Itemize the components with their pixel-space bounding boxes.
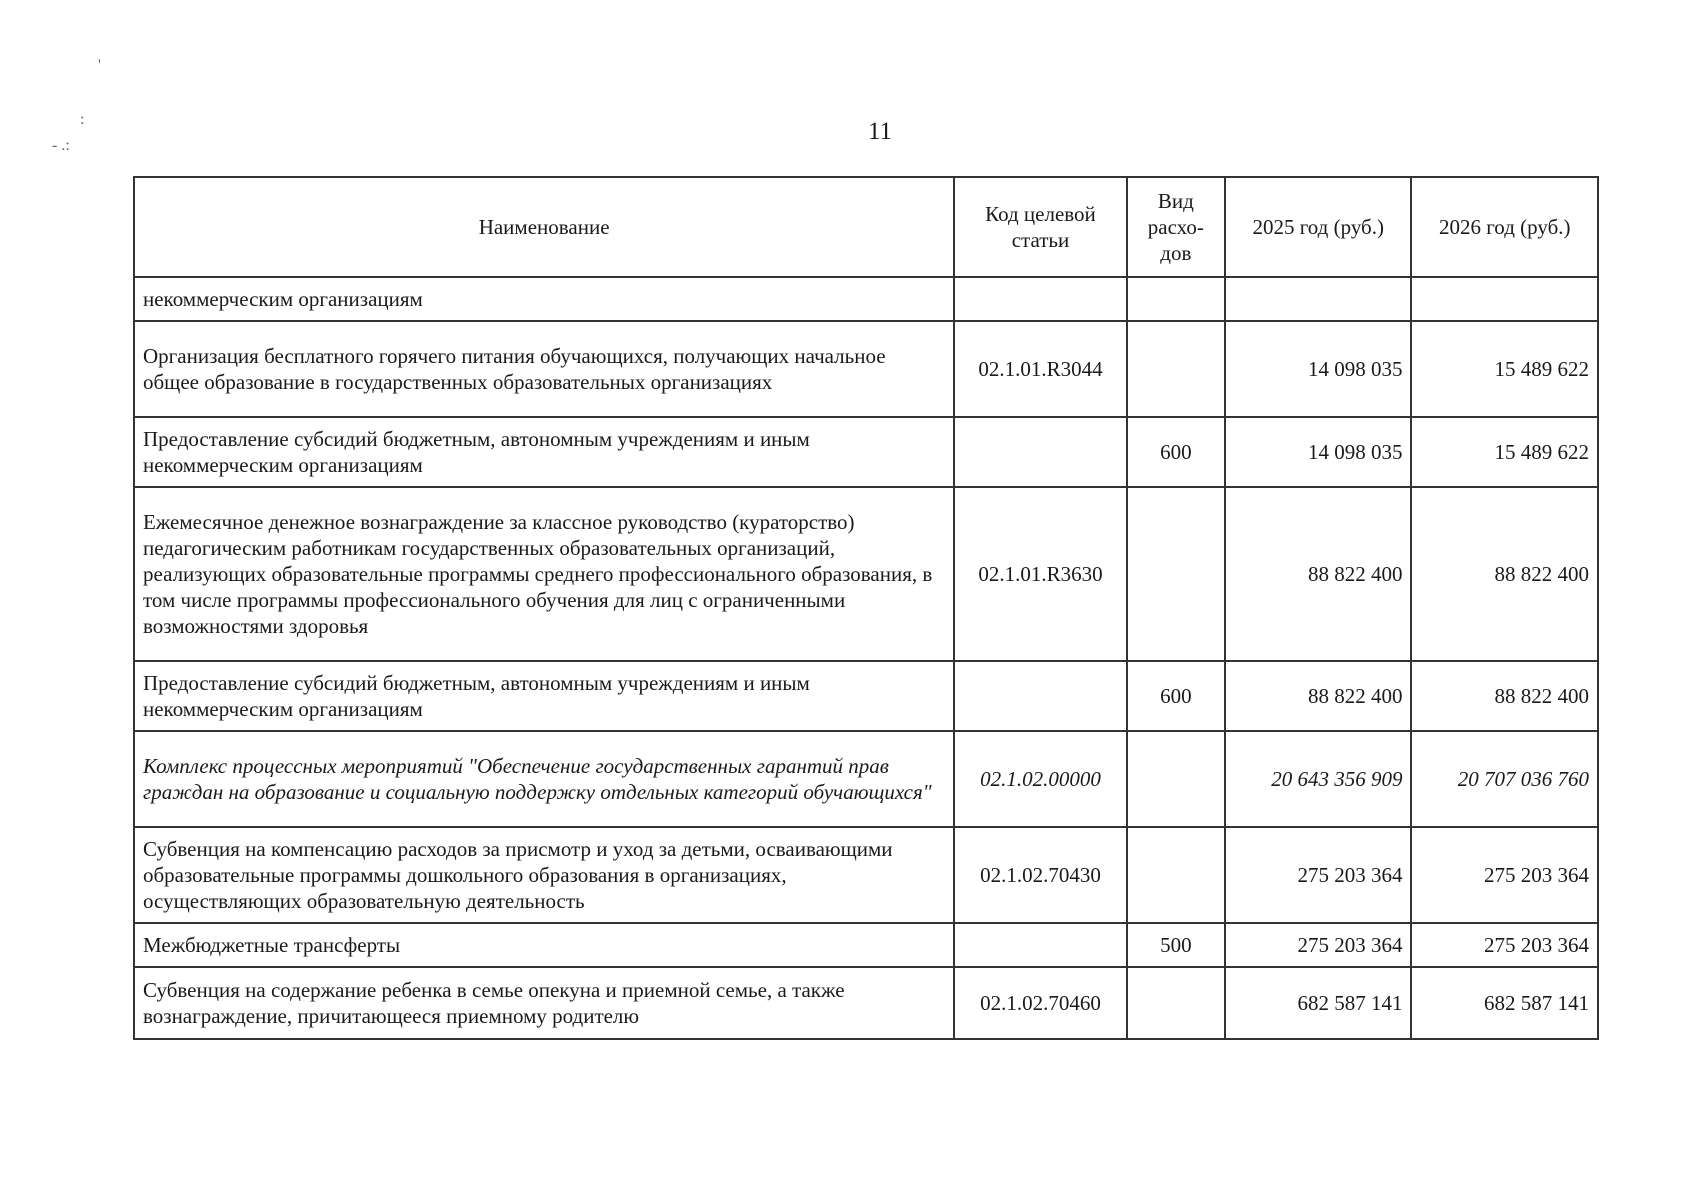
cell-2026: 88 822 400	[1411, 661, 1598, 731]
cell-name: Комплекс процессных мероприятий "Обеспечение государственных гарантий прав граждан на образование и социальную поддержку отдельных категорий обучающихся"	[134, 731, 954, 827]
cell-2025: 88 822 400	[1225, 487, 1412, 661]
cell-code	[954, 417, 1126, 487]
table-row	[134, 923, 1598, 967]
cell-2026: 275 203 364	[1411, 827, 1598, 923]
cell-2025	[1225, 277, 1412, 321]
cell-2026: 275 203 364	[1411, 923, 1598, 967]
table-row	[134, 417, 1598, 487]
table-row	[134, 731, 1598, 827]
cell-code: 02.1.02.00000	[954, 731, 1126, 827]
table-row	[134, 321, 1598, 417]
cell-2025: 682 587 141	[1225, 967, 1412, 1039]
cell-code	[954, 277, 1126, 321]
cell-kind	[1127, 827, 1225, 923]
table-row	[134, 277, 1598, 321]
header-kind: Вид расхо-дов	[1127, 177, 1225, 277]
header-2025: 2025 год (руб.)	[1225, 177, 1412, 277]
scan-speck: '	[98, 57, 101, 74]
table-row	[134, 487, 1598, 661]
cell-2025: 14 098 035	[1225, 417, 1412, 487]
table-body	[134, 277, 1598, 1039]
cell-kind	[1127, 967, 1225, 1039]
cell-kind: 500	[1127, 923, 1225, 967]
cell-name: Предоставление субсидий бюджетным, автономным учреждениям и иным некоммерческим организациям	[134, 661, 954, 731]
cell-2025: 20 643 356 909	[1225, 731, 1412, 827]
cell-2025: 275 203 364	[1225, 923, 1412, 967]
cell-name: некоммерческим организациям	[134, 277, 954, 321]
cell-kind	[1127, 321, 1225, 417]
cell-2025: 14 098 035	[1225, 321, 1412, 417]
cell-code	[954, 923, 1126, 967]
cell-code: 02.1.01.R3630	[954, 487, 1126, 661]
cell-code: 02.1.02.70460	[954, 967, 1126, 1039]
cell-kind	[1127, 487, 1225, 661]
cell-code: 02.1.02.70430	[954, 827, 1126, 923]
cell-name: Предоставление субсидий бюджетным, автономным учреждениям и иным некоммерческим организациям	[134, 417, 954, 487]
cell-2026: 15 489 622	[1411, 321, 1598, 417]
cell-kind: 600	[1127, 661, 1225, 731]
table-row	[134, 967, 1598, 1039]
cell-code: 02.1.01.R3044	[954, 321, 1126, 417]
scan-speck: :	[80, 111, 85, 128]
cell-2026: 15 489 622	[1411, 417, 1598, 487]
scan-speck: - .:	[52, 137, 70, 154]
cell-name: Ежемесячное денежное вознаграждение за классное руководство (кураторство) педагогическим работникам государственных образовательных организаций, реализующих образовательные программы среднего профессионального образования, в том числе программы профессионального обучения для лиц с ограниченными возможностями здоровья	[134, 487, 954, 661]
header-name: Наименование	[134, 177, 954, 277]
cell-name: Субвенция на компенсацию расходов за присмотр и уход за детьми, осваивающими образовательные программы дошкольного образования в организациях, осуществляющих образовательную деятельность	[134, 827, 954, 923]
header-code: Код целевой статьи	[954, 177, 1126, 277]
cell-2026: 20 707 036 760	[1411, 731, 1598, 827]
cell-2026: 682 587 141	[1411, 967, 1598, 1039]
budget-table	[133, 176, 1599, 1040]
cell-code	[954, 661, 1126, 731]
table-header-row	[134, 177, 1598, 277]
cell-kind	[1127, 731, 1225, 827]
cell-2025: 275 203 364	[1225, 827, 1412, 923]
page-number: 11	[867, 118, 893, 145]
cell-name: Организация бесплатного горячего питания обучающихся, получающих начальное общее образование в государственных образовательных организациях	[134, 321, 954, 417]
cell-name: Субвенция на содержание ребенка в семье опекуна и приемной семье, а также вознаграждение, причитающееся приемному родителю	[134, 967, 954, 1039]
table-row	[134, 661, 1598, 731]
cell-2026: 88 822 400	[1411, 487, 1598, 661]
cell-name: Межбюджетные трансферты	[134, 923, 954, 967]
cell-2026	[1411, 277, 1598, 321]
cell-kind	[1127, 277, 1225, 321]
cell-kind: 600	[1127, 417, 1225, 487]
cell-2025: 88 822 400	[1225, 661, 1412, 731]
header-2026: 2026 год (руб.)	[1411, 177, 1598, 277]
table-row	[134, 827, 1598, 923]
